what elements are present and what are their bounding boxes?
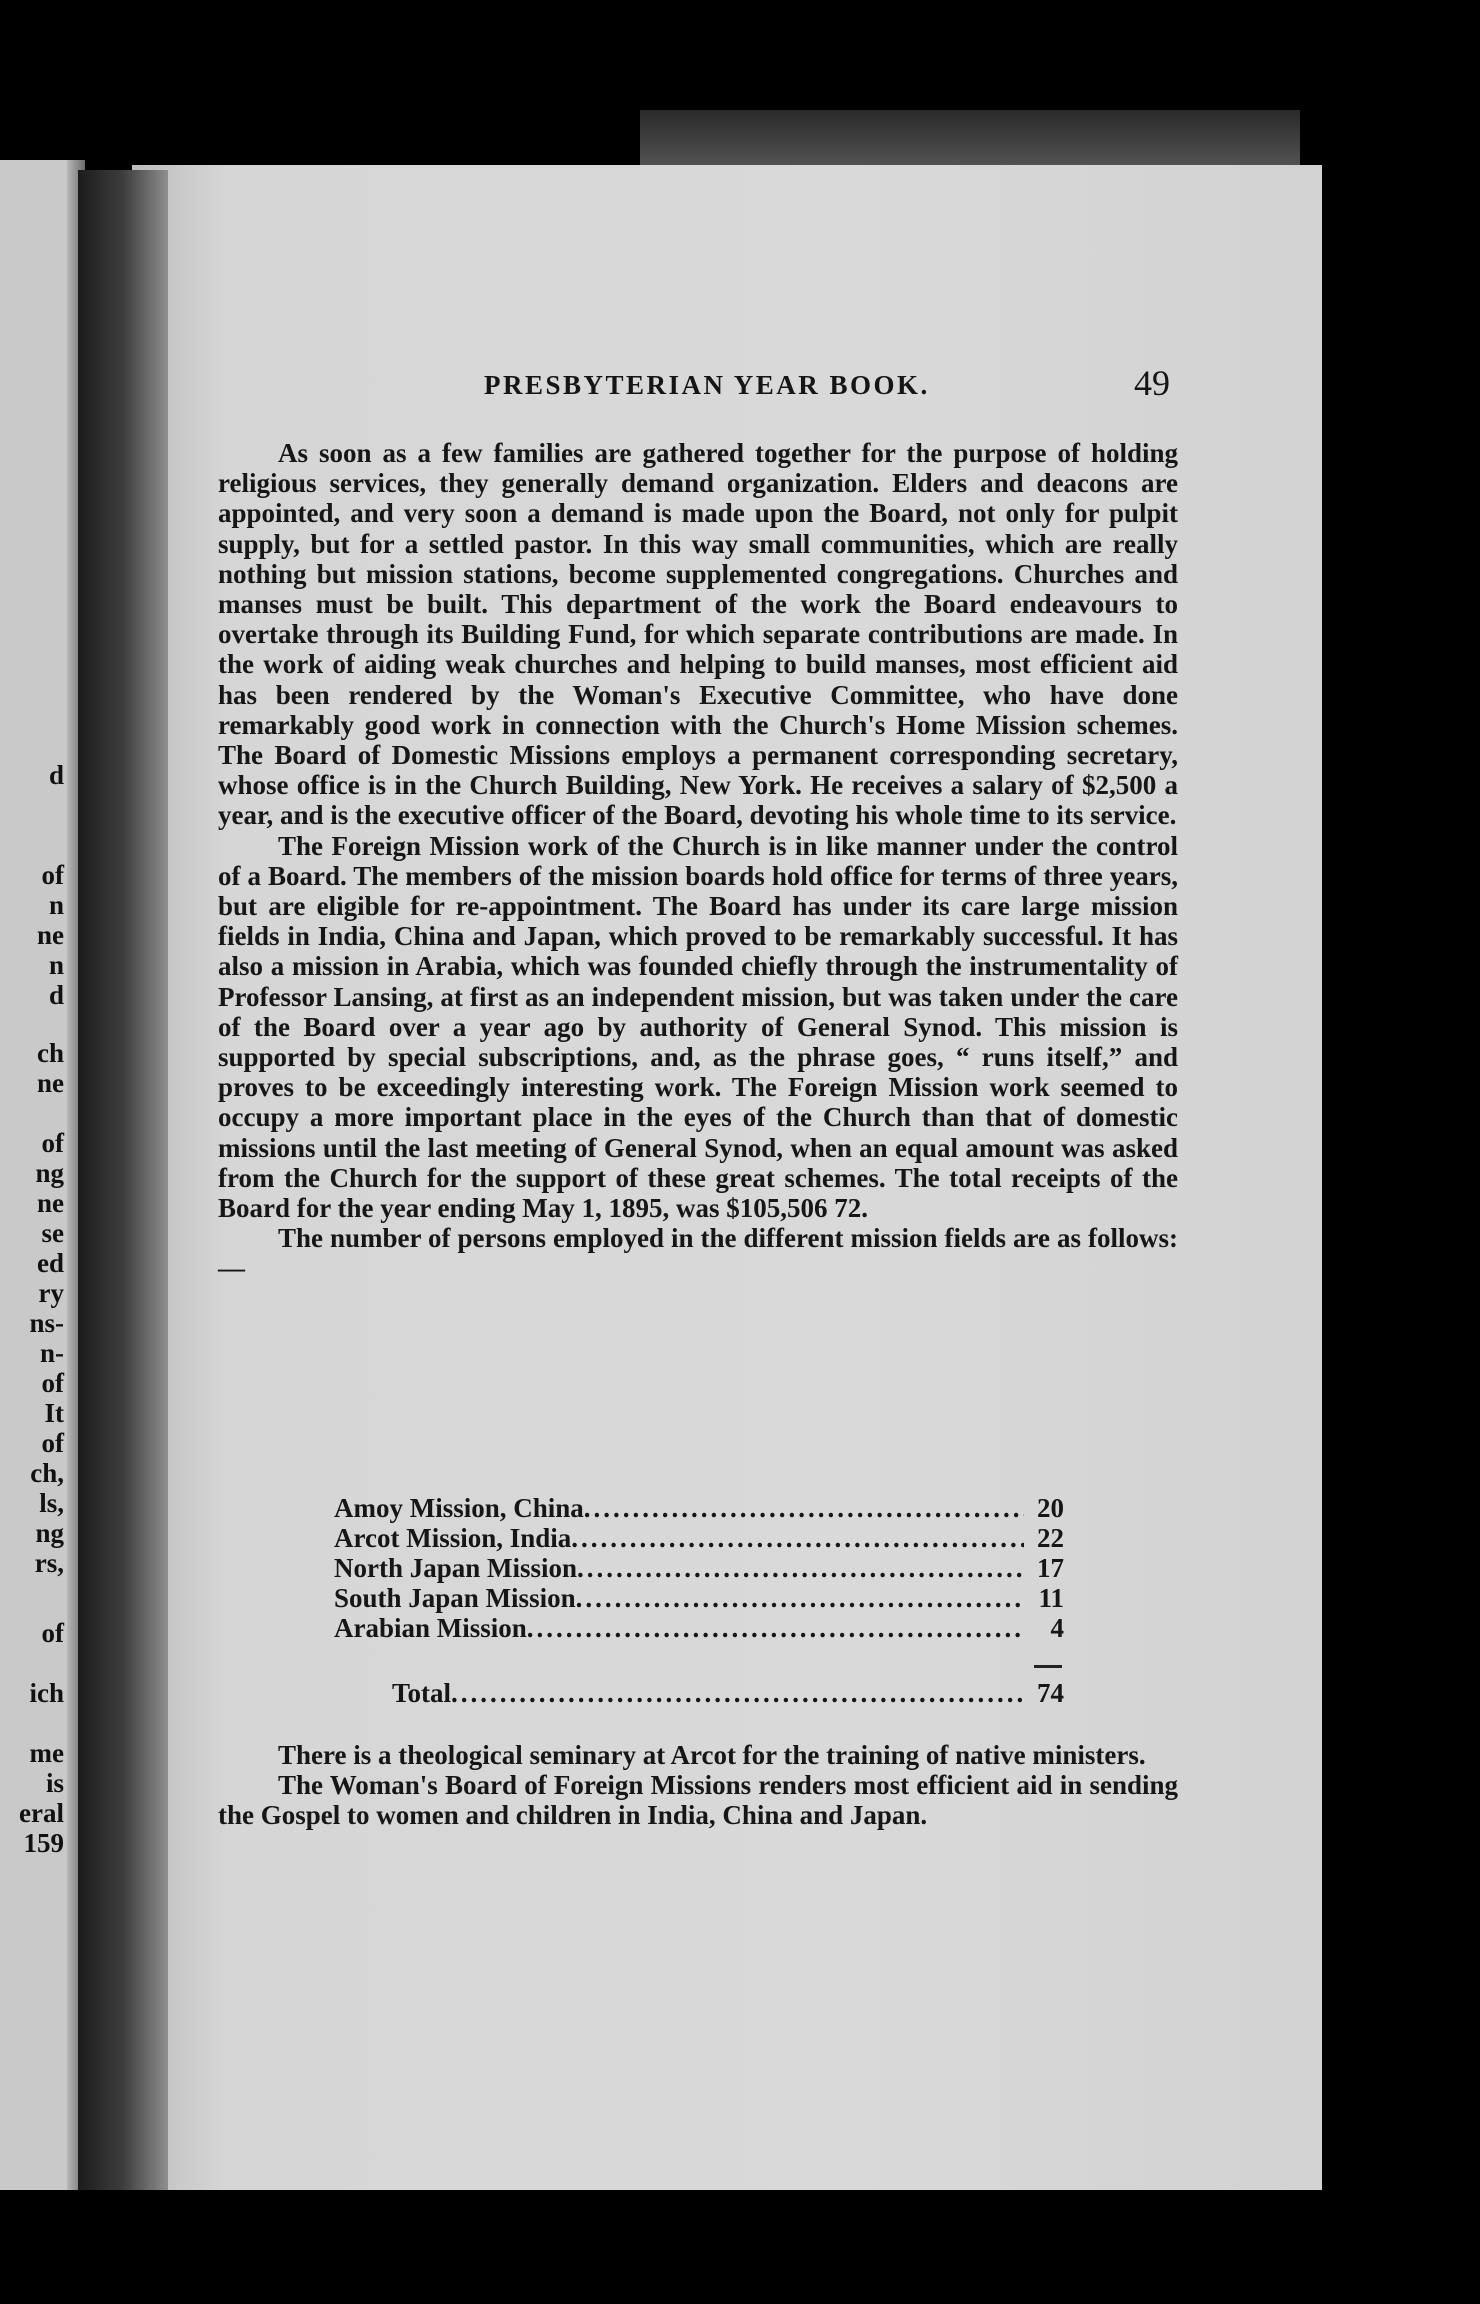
left-fragment: ng — [35, 1518, 64, 1548]
total-rule — [1034, 1665, 1062, 1668]
mission-name: South Japan Mission — [334, 1583, 576, 1613]
total-row — [392, 1678, 1064, 1708]
left-fragment: of — [41, 1618, 64, 1648]
paragraph: The Woman's Board of Foreign Missions renders most efficient aid in sending the Gospel to women and children in India, China and Japan. — [218, 1770, 1178, 1831]
left-fragment: of — [41, 1128, 64, 1158]
mission-name: Arcot Mission, India — [334, 1523, 572, 1553]
mission-name: Amoy Mission, China — [334, 1493, 584, 1523]
left-fragment: d — [48, 980, 64, 1010]
left-fragment: of — [41, 860, 64, 890]
left-fragment: ich — [29, 1678, 64, 1708]
left-fragment: 159 — [23, 1828, 64, 1858]
left-fragment: ls, — [39, 1488, 64, 1518]
left-fragment: me — [29, 1738, 64, 1768]
dot-leader — [577, 1553, 1024, 1583]
left-fragment: It — [44, 1398, 64, 1428]
mission-count: 4 — [1050, 1613, 1064, 1643]
mission-count: 11 — [1038, 1583, 1064, 1613]
left-fragment: ne — [37, 1188, 64, 1218]
dot-leader — [527, 1613, 1024, 1643]
left-fragment: ne — [37, 920, 64, 950]
left-fragment: d — [48, 760, 64, 790]
mission-name: Arabian Mission — [334, 1613, 527, 1643]
mission-count: 20 — [1037, 1493, 1064, 1523]
left-fragment: of — [41, 1428, 64, 1458]
paragraph: The Foreign Mission work of the Church is in like manner under the control of a Board. The members of the mission boards hold office for terms of three years, but are eligible for re-appointment. The Board has under its care large mission fields in India, China and Japan, which proved to be remarkably successful. It has also a mission in Arabia, which was founded chiefly through the instrumentality of Professor Lansing, at first as an independent mission, but was taken under the care of the Board over a year ago by authority of General Synod. This mission is supported by special subscriptions, and, as the phrase goes, “ runs itself,” and proves to be exceedingly interesting work. The Foreign Mission work seemed to occupy a more important place in the eyes of the Church than that of domestic missions until the last meeting of General Synod, when an equal amount was asked from the Church for the support of these great schemes. The total receipts of the Board for the year ending May 1, 1895, was $105,506 72. — [218, 830, 1178, 1224]
left-fragment: eral — [19, 1798, 64, 1828]
closing-text — [218, 1740, 1178, 1831]
left-fragment: ed — [37, 1248, 64, 1278]
running-title: PRESBYTERIAN YEAR BOOK. — [484, 370, 930, 400]
left-fragment: is — [45, 1768, 64, 1798]
total-count: 74 — [1037, 1678, 1064, 1708]
paragraph: The number of persons employed in the different mission fields are as follows:— — [218, 1223, 1178, 1284]
total-label: Total — [392, 1678, 452, 1708]
mission-row — [334, 1613, 1064, 1643]
mission-row — [334, 1583, 1064, 1613]
mission-name: North Japan Mission — [334, 1553, 578, 1583]
left-fragment: of — [41, 1368, 64, 1398]
body-text — [218, 438, 1178, 1284]
paragraph: As soon as a few families are gathered together for the purpose of holding religious services, they generally demand organization. Elders and deacons are appointed, and very soon a demand is made upon the Board, not only for pulpit supply, but for a settled pastor. In this way small communities, which are really nothing but mission stations, become supplemented congregations. Churches and manses must be built. This department of the work the Board endeavours to overtake through its Building Fund, for which separate contributions are made. In the work of aiding weak churches and helping to build manses, most efficient aid has been rendered by the Woman's Executive Committee, who have done remarkably good work in connection with the Church's Home Mission schemes. The Board of Domestic Missions employs a permanent corresponding secretary, whose office is in the Church Building, New York. He receives a salary of $2,500 a year, and is the executive officer of the Board, devoting his whole time to its service. — [218, 438, 1178, 831]
page-number: 49 — [1134, 363, 1170, 403]
left-fragment: n — [48, 950, 64, 980]
left-fragment: se — [41, 1218, 64, 1248]
left-fragment: n- — [39, 1338, 64, 1368]
page-top-edge — [640, 110, 1300, 170]
left-fragment: ry — [38, 1278, 64, 1308]
paragraph: There is a theological seminary at Arcot for the training of native ministers. — [278, 1740, 1146, 1770]
mission-row — [334, 1523, 1064, 1553]
page-fold-shadow — [78, 170, 168, 2190]
dot-leader — [576, 1583, 1024, 1613]
left-fragment: ch — [37, 1038, 64, 1068]
left-page-edge — [0, 160, 85, 2190]
mission-table — [334, 1493, 1064, 1643]
dot-leader — [451, 1678, 1024, 1708]
left-fragment: rs, — [34, 1548, 64, 1578]
mission-count: 22 — [1037, 1523, 1064, 1553]
left-fragment: ch, — [30, 1458, 64, 1488]
running-head — [0, 363, 1480, 410]
mission-count: 17 — [1037, 1553, 1064, 1583]
dot-leader — [584, 1493, 1024, 1523]
left-fragment: n — [48, 890, 64, 920]
mission-row — [334, 1553, 1064, 1583]
dot-leader — [571, 1523, 1024, 1553]
mission-row — [334, 1493, 1064, 1523]
bottom-shadow — [100, 2190, 1340, 2304]
left-fragment: ns- — [29, 1308, 64, 1338]
left-fragment: ng — [35, 1158, 64, 1188]
left-fragment: ne — [37, 1068, 64, 1098]
